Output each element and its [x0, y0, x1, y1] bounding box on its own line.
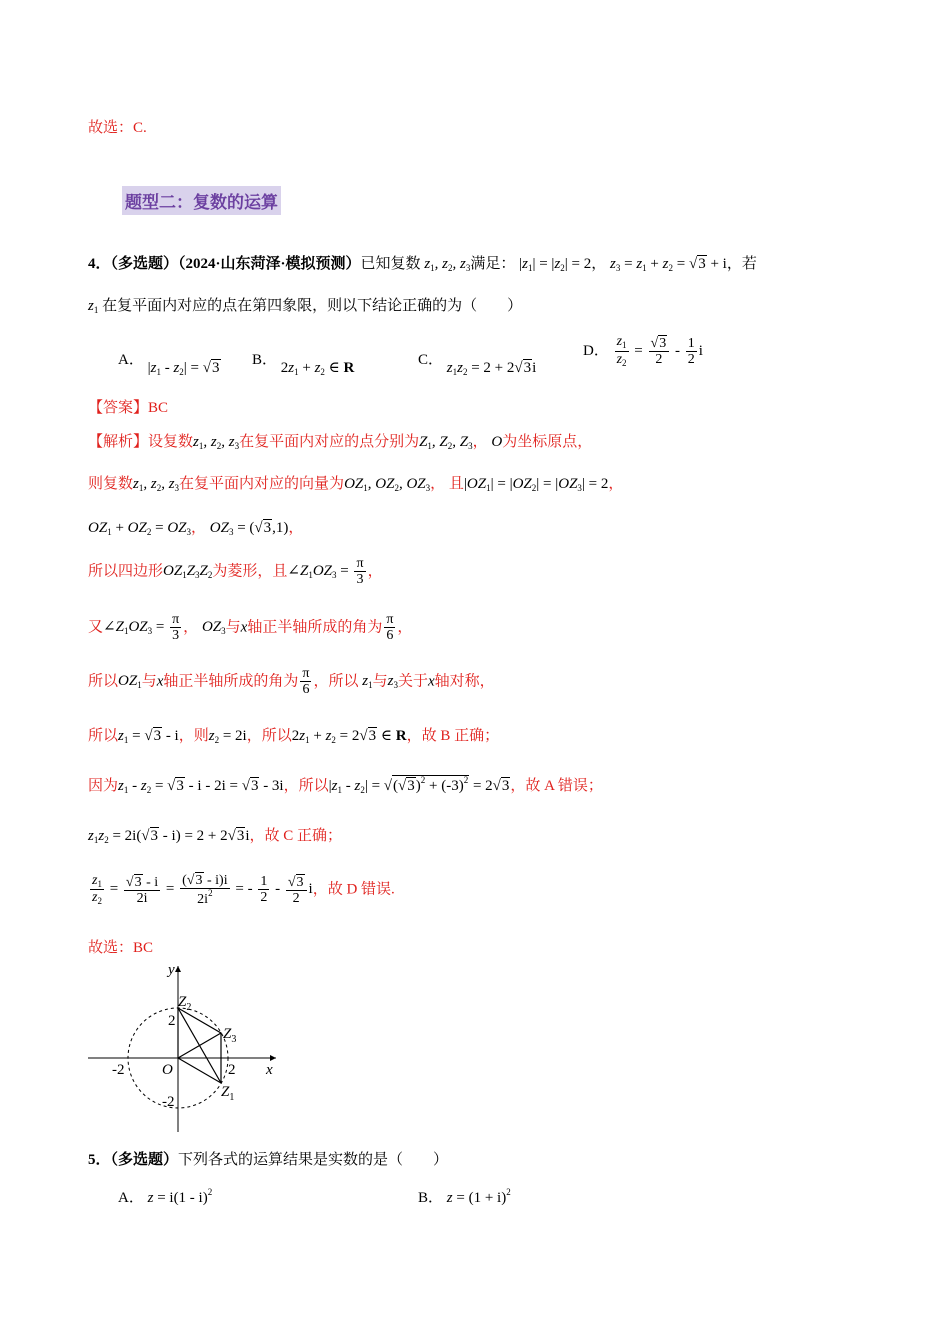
section-title: 题型二：复数的运算 [122, 186, 281, 215]
option-c-math: $z_1z_2 = 2 + 2√3i$ [446, 360, 537, 377]
stem-text-b: 满足： [470, 256, 516, 272]
text: ，故 C 正确； [249, 828, 343, 844]
analysis-line-5: 又$\angle Z_1OZ_3$ = $\frac{\pi}{3}$ ， $OZ_3$与x轴正半轴所成的角为 $\frac{\pi}{6}$ ， [88, 612, 413, 644]
math: $z_1 = √3 - i$ [118, 728, 179, 745]
option-d-label: D． [583, 342, 609, 359]
math: $z_1$, $z_2$, $z_3$ [133, 476, 180, 493]
option-d[interactable] [583, 334, 703, 369]
question-tag: （多选题） [110, 256, 179, 272]
option-b[interactable] [252, 348, 355, 377]
analysis-line-9 [88, 824, 342, 845]
math: $Z_1$, $Z_2$, $Z_3$ [419, 434, 473, 451]
question-source: （2024·山东菏泽·模拟预测） [178, 256, 361, 272]
math: $\frac{\pi}{6}$ [302, 666, 310, 698]
text: 与 [225, 619, 241, 636]
previous-answer: 故选：C. [88, 120, 147, 136]
question-4-stem-line2 [88, 294, 522, 315]
q5-option-a[interactable] [118, 1186, 212, 1207]
math: $OZ_1Z_3Z_2$ [163, 563, 213, 581]
question-4-stem: 4．（多选题）（2024·山东菏泽·模拟预测）已知复数 $z_1$, $z_2$, $z_3$满足： $|z_1| = |z_2| = 2$， $z_3 = z_1 + z_2 = √3 + i$，若 [88, 256, 757, 273]
math: $OZ_1$ [118, 673, 142, 691]
analysis-line-8 [88, 774, 603, 795]
tick-2-y: 2 [168, 1013, 176, 1029]
option-b-math: $2z_1 + z_2$ ∈ R [280, 360, 355, 377]
analysis-line-7 [88, 724, 499, 745]
text: ，则 [178, 728, 209, 744]
tick-2-x: 2 [228, 1062, 236, 1078]
tick-neg2-x: -2 [112, 1062, 125, 1078]
analysis-line-6: 所以$OZ_1$与x轴正半轴所成的角为 $\frac{\pi}{6}$ ，所以 $z_1$与$z_3$关于x轴对称， [88, 666, 495, 698]
stem-line2: 在复平面内对应的点在第四象限，则以下结论正确的为（ ） [102, 298, 523, 314]
option-b-label: B． [252, 352, 278, 368]
option-a[interactable] [118, 348, 221, 377]
origin-label: O [162, 1062, 173, 1078]
option-a-math: z = i(1 - i)$^2$ [147, 1187, 213, 1206]
math: $|OZ_1| = |OZ_2| = |OZ_3| = 2$ [463, 476, 609, 493]
stem-text-a: 已知复数 [360, 256, 421, 272]
origin: O [491, 434, 503, 450]
analysis-label: 【解析】 [88, 434, 149, 450]
question-tag: （多选题） [110, 1152, 179, 1168]
math: $\frac{\pi}{6}$ [386, 612, 394, 644]
math-z3-def: $z_3 = z_1 + z_2 = √3 + i$ [610, 256, 727, 273]
math: $2z_1 + z_2 = 2√3$ ∈ R [291, 728, 407, 745]
math: $\frac{z_1}{z_2}$ = $\frac{√3 - i}{2i}$ = $\frac{(√3 - i)i}{2i^2}$ = - $\frac{1}{2}$ - $\frac{√3}{2}$ i [92, 872, 313, 908]
q5-option-b[interactable] [418, 1186, 511, 1207]
question-number: 4． [88, 256, 111, 272]
option-c-label: C． [418, 352, 444, 368]
option-a-label: A． [118, 352, 144, 368]
text: 设复数 [148, 434, 194, 450]
text: 与 [372, 673, 388, 690]
math: $\angle Z_1OZ_3$ = $\frac{\pi}{3}$ [287, 556, 364, 588]
analysis-line-1: 【解析】设复数$z_1$, $z_2$, $z_3$在复平面内对应的点分别为$Z_1$, $Z_2$, $Z_3$， O为坐标原点， [88, 434, 593, 451]
math: $OZ_1$, $OZ_2$, $OZ_3$ [344, 476, 431, 493]
text: 且 [448, 476, 464, 492]
text: 则复数 [88, 476, 134, 492]
diagonal-z2z1 [178, 1008, 221, 1083]
text: 在复平面内对应的向量为 [179, 476, 345, 492]
option-a-label: A． [118, 1190, 144, 1206]
text: 轴正半轴所成的角为 [247, 619, 383, 636]
math: $z_1 - z_2 = √3 - i - 2i = √3 - 3i$ [118, 778, 284, 795]
math-abs-equal: $|z_1| = |z_2| = 2$ [519, 256, 592, 273]
text: 所以 [88, 673, 119, 690]
text: 所以 [328, 673, 359, 690]
math-z1: $z_1$ [88, 298, 99, 315]
question-number: 5． [88, 1152, 111, 1168]
tick-neg2-y: -2 [162, 1094, 175, 1110]
option-b-math: $z = (1 + i)^2$ [446, 1187, 511, 1206]
analysis-line-10 [88, 872, 395, 908]
text: 所以四边形 [88, 563, 164, 580]
text: ，故 B 正确； [406, 728, 500, 744]
option-c[interactable] [418, 348, 537, 377]
text: 为菱形，且 [212, 563, 288, 580]
analysis-line-3: $OZ_1 + OZ_2 = OZ_3$， $OZ_3 = (√3,1)$， [88, 520, 304, 537]
answer: 【答案】BC [88, 400, 169, 416]
math: $OZ_3 = (√3,1)$ [209, 520, 289, 537]
math: $OZ_1 + OZ_2 = OZ_3$ [88, 520, 191, 537]
text: ，故 D 错误. [312, 881, 395, 898]
text: 所以 [88, 728, 119, 744]
z1-label: $Z_1$ [221, 1084, 235, 1103]
text: 轴对称， [434, 673, 495, 690]
z3-label: $Z_3$ [223, 1026, 237, 1045]
analysis-line-4: 所以四边形$OZ_1Z_3Z_2$为菱形，且$\angle Z_1OZ_3$ = $\frac{\pi}{3}$ ， [88, 556, 383, 588]
stem-text-c: 若 [741, 256, 757, 272]
question-text: 下列各式的运算结果是实数的是（ ） [178, 1152, 449, 1168]
text: 又 [88, 619, 104, 636]
math: $|z_1 - z_2| = √(√3)^2 + (-3)^2 = 2√3$ [328, 775, 510, 795]
text: ，所以 [246, 728, 292, 744]
math: $z_2 = 2i$ [208, 728, 247, 745]
complex-plane-figure [84, 960, 284, 1135]
math: $\angle Z_1OZ_3$ = $\frac{\pi}{3}$ [103, 612, 180, 644]
final-answer: 故选：BC [88, 940, 154, 956]
z2-label: $Z_2$ [178, 994, 192, 1013]
question-5-stem [88, 1148, 448, 1169]
math: $z_1$, $z_2$, $z_3$ [193, 434, 240, 451]
math: $OZ_3$ [201, 619, 226, 637]
math: $z_1z_2 = 2i(√3 - i) = 2 + 2√3i$ [88, 828, 250, 845]
text: 关于 [397, 673, 428, 690]
text: 在复平面内对应的点分别为 [239, 434, 420, 450]
math-z1z2z3: $z_1$, $z_2$, $z_3$ [424, 256, 471, 273]
text: 因为 [88, 778, 119, 794]
text: 轴正半轴所成的角为 [163, 673, 299, 690]
text: ，故 A 错误； [510, 778, 603, 794]
y-label: y [168, 962, 175, 978]
option-d-math: $\frac{z_1}{z_2}$ = $\frac{√3}{2}$ - $\frac{1}{2}$ i [616, 334, 703, 368]
x-label: x [266, 1062, 273, 1078]
option-b-label: B． [418, 1190, 444, 1206]
text: 与 [141, 673, 157, 690]
analysis-line-2: 则复数$z_1$, $z_2$, $z_3$在复平面内对应的向量为$OZ_1$, $OZ_2$, $OZ_3$， 且$|OZ_1| = |OZ_2| = |OZ_3| = 2$， [88, 476, 624, 493]
option-a-math: $|z_1 - z_2| = √3$ [147, 360, 220, 377]
text: ，所以 [283, 778, 329, 794]
text: 为坐标原点， [502, 434, 593, 450]
